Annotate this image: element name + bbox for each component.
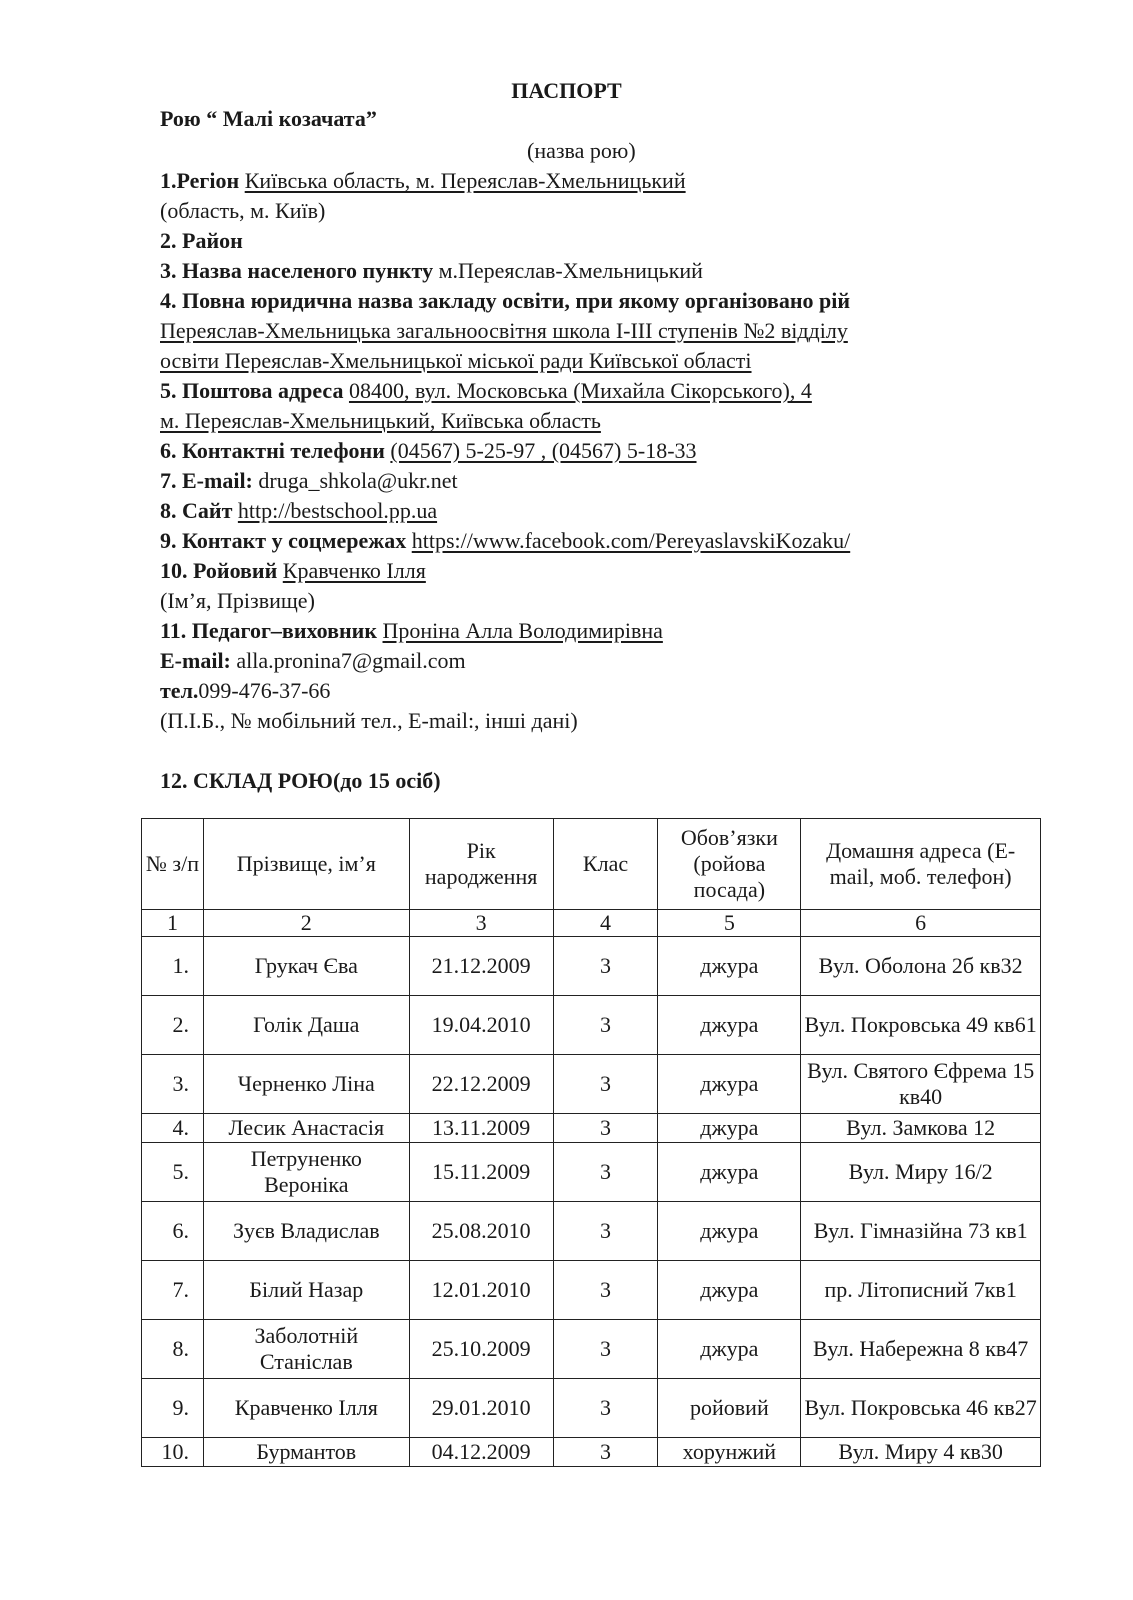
cell-address: Вул. Набережна 8 кв47	[801, 1320, 1041, 1379]
table-header-row	[142, 819, 1041, 910]
cell-number: 4.	[142, 1114, 204, 1143]
school-name-line1: Переяслав-Хмельницька загальноосвітня школа I-III ступенів №2 відділу	[160, 318, 848, 343]
table-row	[142, 937, 1041, 996]
index-cell: 3	[409, 910, 553, 937]
cell-address: Вул. Миру 16/2	[801, 1143, 1041, 1202]
index-cell: 1	[142, 910, 204, 937]
table-row	[142, 1320, 1041, 1379]
cell-birth-date: 21.12.2009	[409, 937, 553, 996]
cell-number: 10.	[142, 1438, 204, 1467]
cell-number: 5.	[142, 1143, 204, 1202]
header-class: Клас	[553, 819, 658, 910]
leader-label: 10. Ройовий	[160, 558, 278, 583]
table-row	[142, 1379, 1041, 1438]
region-label: 1.Регіон	[160, 168, 240, 193]
cell-duty: джура	[658, 1320, 801, 1379]
cell-class: 3	[553, 1261, 658, 1320]
cell-birth-date: 15.11.2009	[409, 1143, 553, 1202]
roy-name: “ Малі козачата”	[206, 106, 377, 131]
cell-name: Білий Назар	[203, 1261, 409, 1320]
cell-duty: хорунжий	[658, 1438, 801, 1467]
email-line	[160, 466, 458, 496]
cell-birth-date: 12.01.2010	[409, 1261, 553, 1320]
document-title: ПАСПОРТ	[511, 78, 622, 103]
header-birth-year: Рік народження	[409, 819, 553, 910]
site-link[interactable]: http://bestschool.pp.ua	[237, 498, 438, 523]
cell-name: Голік Даша	[203, 996, 409, 1055]
cell-name: Черненко Ліна	[203, 1055, 409, 1114]
region-hint: (область, м. Київ)	[160, 198, 326, 223]
cell-name: Зуєв Владислав	[203, 1202, 409, 1261]
cell-class: 3	[553, 1320, 658, 1379]
phones-value: (04567) 5-25-97 , (04567) 5-18-33	[390, 438, 697, 463]
roy-name-line	[160, 104, 377, 134]
header-address: Домашня адреса (E-mail, моб. телефон)	[801, 819, 1041, 910]
email-label: 7. E-mail:	[160, 468, 253, 493]
settlement-label: 3. Назва населеного пункту	[160, 258, 434, 283]
cell-class: 3	[553, 1202, 658, 1261]
teacher-email-label: E-mail:	[160, 648, 231, 673]
address-label: 5. Поштова адреса	[160, 378, 344, 403]
cell-duty: джура	[658, 1143, 801, 1202]
cell-address: Вул. Замкова 12	[801, 1114, 1041, 1143]
cell-number: 9.	[142, 1379, 204, 1438]
cell-address: Вул. Гімназійна 73 кв1	[801, 1202, 1041, 1261]
header-duties: Обов’язки (ройова посада)	[658, 819, 801, 910]
table-row	[142, 1438, 1041, 1467]
cell-name: Петруненко Вероніка	[203, 1143, 409, 1202]
header-number: № з/п	[142, 819, 204, 910]
table-row	[142, 1261, 1041, 1320]
site-line	[160, 496, 437, 526]
settlement-value: м.Переяслав-Хмельницький	[438, 258, 703, 283]
teacher-tel-label: тел.	[160, 678, 199, 703]
cell-duty: джура	[658, 996, 801, 1055]
cell-birth-date: 13.11.2009	[409, 1114, 553, 1143]
teacher-email-line	[160, 646, 466, 676]
phones-line	[160, 436, 697, 466]
cell-number: 8.	[142, 1320, 204, 1379]
teacher-value: Проніна Алла Володимирівна	[382, 618, 663, 643]
leader-hint: (Ім’я, Прізвище)	[160, 588, 315, 613]
cell-name: Кравченко Ілля	[203, 1379, 409, 1438]
cell-duty: джура	[658, 1261, 801, 1320]
cell-address: Вул. Покровська 49 кв61	[801, 996, 1041, 1055]
cell-birth-date: 25.08.2010	[409, 1202, 553, 1261]
cell-duty: джура	[658, 1202, 801, 1261]
cell-class: 3	[553, 1114, 658, 1143]
site-label: 8. Сайт	[160, 498, 233, 523]
cell-name: Заболотній Станіслав	[203, 1320, 409, 1379]
cell-number: 2.	[142, 996, 204, 1055]
address-value-line2: м. Переяслав-Хмельницький, Київська область	[160, 408, 601, 433]
cell-class: 3	[553, 1055, 658, 1114]
teacher-tel-line	[160, 676, 330, 706]
cell-number: 1.	[142, 937, 204, 996]
email-value[interactable]: druga_shkola@ukr.net	[258, 468, 458, 493]
index-cell: 4	[553, 910, 658, 937]
teacher-email-value[interactable]: alla.pronina7@gmail.com	[236, 648, 466, 673]
address-value-line1: 08400, вул. Московська (Михайла Сікорського), 4	[348, 378, 812, 403]
table-row	[142, 1202, 1041, 1261]
table-row	[142, 1143, 1041, 1202]
cell-address: Вул. Покровська 46 кв27	[801, 1379, 1041, 1438]
leader-value: Кравченко Ілля	[282, 558, 426, 583]
cell-duty: джура	[658, 937, 801, 996]
cell-birth-date: 25.10.2009	[409, 1320, 553, 1379]
region-line	[160, 166, 686, 196]
cell-class: 3	[553, 1438, 658, 1467]
header-name: Прізвище, ім’я	[203, 819, 409, 910]
cell-address: Вул. Оболона 2б кв32	[801, 937, 1041, 996]
roy-name-hint: (назва рою)	[527, 138, 636, 163]
roster-table	[141, 818, 1041, 1467]
social-label: 9. Контакт у соцмережах	[160, 528, 407, 553]
settlement-line	[160, 256, 703, 286]
cell-name: Лесик Анастасія	[203, 1114, 409, 1143]
social-line	[160, 526, 850, 556]
cell-name: Бурмантов	[203, 1438, 409, 1467]
social-link[interactable]: https://www.facebook.com/PereyaslavskiKozaku/	[411, 528, 851, 553]
cell-class: 3	[553, 1143, 658, 1202]
cell-class: 3	[553, 937, 658, 996]
cell-number: 6.	[142, 1202, 204, 1261]
table-index-row	[142, 910, 1041, 937]
school-name-line2: освіти Переяслав-Хмельницької міської ради Київської області	[160, 348, 752, 373]
region-value: Київська область, м. Переяслав-Хмельницький	[244, 168, 686, 193]
teacher-line	[160, 616, 663, 646]
cell-birth-date: 22.12.2009	[409, 1055, 553, 1114]
teacher-hint: (П.І.Б., № мобільний тел., E-mail:, інші дані)	[160, 708, 578, 733]
roy-prefix: Рою	[160, 106, 201, 131]
cell-birth-date: 19.04.2010	[409, 996, 553, 1055]
teacher-label: 11. Педагог–виховник	[160, 618, 378, 643]
leader-line	[160, 556, 426, 586]
cell-address: Вул. Святого Єфрема 15 кв40	[801, 1055, 1041, 1114]
table-row	[142, 1114, 1041, 1143]
cell-address: Вул. Миру 4 кв30	[801, 1438, 1041, 1467]
cell-number: 7.	[142, 1261, 204, 1320]
cell-birth-date: 04.12.2009	[409, 1438, 553, 1467]
index-cell: 2	[203, 910, 409, 937]
section-12-title: 12. СКЛАД РОЮ(до 15 осіб)	[160, 768, 441, 793]
index-cell: 6	[801, 910, 1041, 937]
teacher-tel-value: 099-476-37-66	[198, 678, 331, 703]
cell-address: пр. Літописний 7кв1	[801, 1261, 1041, 1320]
phones-label: 6. Контактні телефони	[160, 438, 385, 463]
cell-class: 3	[553, 996, 658, 1055]
cell-class: 3	[553, 1379, 658, 1438]
cell-duty: джура	[658, 1055, 801, 1114]
cell-duty: ройовий	[658, 1379, 801, 1438]
table-row	[142, 996, 1041, 1055]
cell-number: 3.	[142, 1055, 204, 1114]
cell-name: Грукач Єва	[203, 937, 409, 996]
district-label: 2. Район	[160, 228, 243, 253]
address-line	[160, 376, 812, 406]
school-label: 4. Повна юридична назва закладу освіти, при якому організовано рій	[160, 288, 851, 313]
table-row	[142, 1055, 1041, 1114]
index-cell: 5	[658, 910, 801, 937]
cell-duty: джура	[658, 1114, 801, 1143]
cell-birth-date: 29.01.2010	[409, 1379, 553, 1438]
